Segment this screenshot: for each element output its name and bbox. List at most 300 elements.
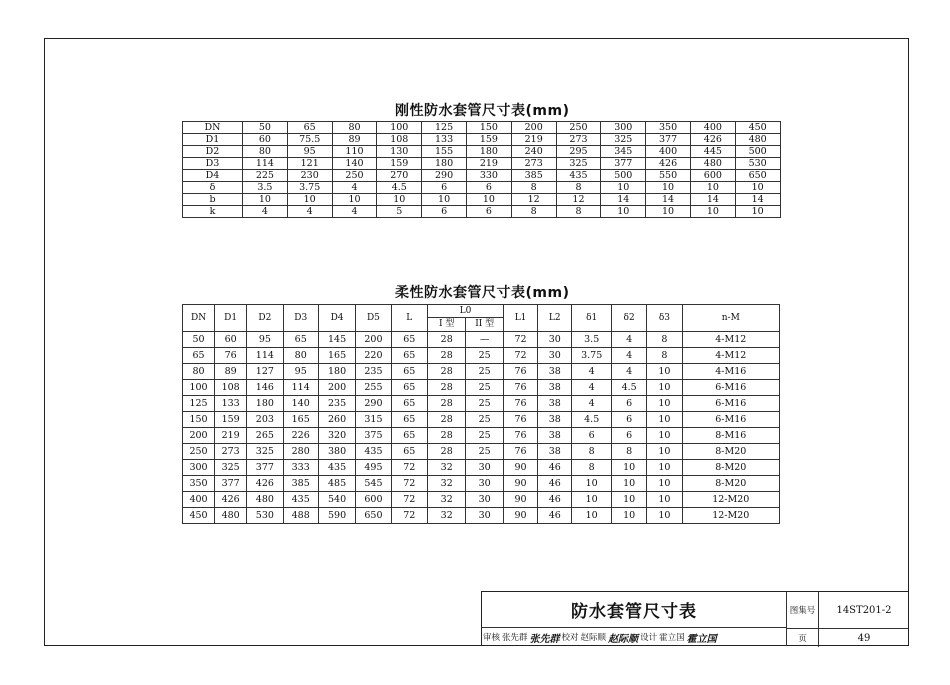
table-cell: 30 [466,508,503,524]
table-cell: 159 [215,412,247,428]
table-cell: 200 [183,428,215,444]
table-cell: 25 [466,364,503,380]
table-cell: 76 [503,396,537,412]
table-cell: 300 [183,460,215,476]
table-cell: 10 [611,492,646,508]
table-cell: 240 [511,146,556,158]
table-cell: 225 [243,170,288,182]
table-cell: 14 [646,194,691,206]
table-cell: 600 [690,170,735,182]
col-l0-type1: I 型 [427,318,466,332]
table-cell: 590 [318,508,355,524]
table-cell: 480 [215,508,247,524]
table-cell: 6 [422,182,467,194]
table-cell: 10 [690,182,735,194]
table-cell: 295 [556,146,601,158]
table-cell: 114 [247,348,283,364]
col-l1: L1 [503,305,537,332]
table-cell: 65 [391,412,427,428]
table-cell: 3.75 [287,182,332,194]
table-cell: 110 [332,146,377,158]
table-cell: 32 [427,508,466,524]
col-d2: D2 [247,305,283,332]
table-row [183,348,780,364]
table-cell: 400 [183,492,215,508]
table-cell: 435 [556,170,601,182]
table-cell: 10 [647,476,682,492]
table-cell: 10 [572,476,612,492]
table-row [183,444,780,460]
table-cell: 325 [215,460,247,476]
table-cell: 30 [538,332,572,348]
table-cell: 90 [503,476,537,492]
flexible-sleeve-table [182,304,780,524]
table-cell: 350 [646,122,691,134]
table-cell: 10 [243,194,288,206]
table-cell: 530 [735,158,780,170]
table-cell: 38 [538,396,572,412]
table-cell: 10 [377,194,422,206]
table-cell: 5 [377,206,422,218]
table-cell: 72 [391,476,427,492]
table-cell: 14 [735,194,780,206]
table-cell: 8 [647,348,682,364]
table-cell: 377 [601,158,646,170]
table-cell: 108 [377,134,422,146]
table-cell: 300 [601,122,646,134]
table-row [183,460,780,476]
table-cell: 260 [318,412,355,428]
table-cell: 4 [572,364,612,380]
table-cell: 200 [511,122,556,134]
table-cell: 4.5 [377,182,422,194]
table-cell: 485 [318,476,355,492]
col-l2: L2 [538,305,572,332]
table-cell: 325 [601,134,646,146]
table-cell: 435 [318,460,355,476]
table-cell: 8 [572,460,612,476]
table-cell: 4 [287,206,332,218]
table-cell: 385 [511,170,556,182]
table-cell: 10 [572,492,612,508]
table-cell: 30 [466,460,503,476]
col-delta1: δ1 [572,305,612,332]
table-cell: 488 [283,508,318,524]
check-label: 校对 [561,633,579,643]
col-l0-type2: II 型 [466,318,503,332]
table-cell: 30 [538,348,572,364]
table-cell: 38 [538,412,572,428]
table-cell: 76 [503,412,537,428]
table-cell: 200 [318,380,355,396]
table-cell: 38 [538,380,572,396]
col-delta2: δ2 [611,305,646,332]
table-cell: 28 [427,412,466,428]
table-cell: 25 [466,428,503,444]
table-cell: 8 [556,182,601,194]
table-cell: 4 [611,332,646,348]
atlas-number: 14ST201-2 [836,604,892,616]
checker-name: 赵际顺 [580,633,607,643]
table-cell: 4 [611,364,646,380]
table-cell: 10 [466,194,511,206]
table-row [183,428,780,444]
table-cell: 250 [183,444,215,460]
table-cell: 38 [538,428,572,444]
table-cell: 28 [427,444,466,460]
table-cell: 12 [511,194,556,206]
table-cell: 330 [466,170,511,182]
reviewer-name: 张先群 [502,633,528,643]
table-cell: 10 [422,194,467,206]
table-cell: 280 [283,444,318,460]
table-cell: 100 [377,122,422,134]
table-cell: 72 [503,348,537,364]
table-cell: 4 [572,396,612,412]
table-cell: 273 [511,158,556,170]
table-cell: 32 [427,476,466,492]
row-label: δ [183,182,243,194]
table-cell: 6 [466,182,511,194]
table-cell: 159 [466,134,511,146]
table-row [183,508,780,524]
table-cell: 80 [283,348,318,364]
atlas-label: 图集号 [787,592,819,628]
page-number: 49 [819,628,909,647]
table-cell: 6 [466,206,511,218]
table-cell: 150 [183,412,215,428]
table-cell: 76 [215,348,247,364]
table-cell: 377 [646,134,691,146]
table-cell: 10 [287,194,332,206]
table-cell: 25 [466,412,503,428]
designer-signature: 霍立国 [686,633,717,645]
table-cell: 10 [647,380,682,396]
table-cell: 426 [215,492,247,508]
table-row [183,396,780,412]
table-cell: 30 [466,476,503,492]
table-cell: 165 [318,348,355,364]
table-cell: 75.5 [287,134,332,146]
table-cell: 114 [283,380,318,396]
table-cell: 350 [183,476,215,492]
title-block [481,591,909,646]
table-cell: 32 [427,460,466,476]
table-row [183,146,781,158]
table-cell: 46 [538,460,572,476]
table-cell: 50 [243,122,288,134]
table-cell: 220 [356,348,391,364]
table-cell: 3.5 [572,332,612,348]
table-cell: 140 [332,158,377,170]
table-cell: 219 [511,134,556,146]
table-cell: 10 [601,206,646,218]
table-cell: 12-M20 [682,492,779,508]
reviewer-signature: 张先群 [529,633,560,645]
page-label: 页 [787,628,819,647]
table-cell: 400 [690,122,735,134]
table-cell: 8 [556,206,601,218]
table-cell: 500 [601,170,646,182]
col-d3: D3 [283,305,318,332]
table-row [183,412,780,428]
table-cell: 65 [391,444,427,460]
table-cell: 6-M16 [682,396,779,412]
col-delta3: δ3 [647,305,682,332]
table-cell: 435 [356,444,391,460]
table-row [183,492,780,508]
table-cell: 76 [503,428,537,444]
table-cell: 10 [735,182,780,194]
table-cell: 32 [427,492,466,508]
table-cell: 12 [556,194,601,206]
table-cell: 250 [332,170,377,182]
table-cell: 4 [243,206,288,218]
table-cell: 95 [287,146,332,158]
table-cell: 377 [247,460,283,476]
table-row [183,194,781,206]
table-cell: 72 [391,460,427,476]
table-cell: 80 [183,364,215,380]
table-row [183,170,781,182]
table-row [183,206,781,218]
table-cell: 290 [356,396,391,412]
table-cell: 10 [647,364,682,380]
table-cell: 25 [466,380,503,396]
table-cell: 65 [391,396,427,412]
table-row [183,332,780,348]
table-cell: 650 [356,508,391,524]
table-cell: 4 [332,206,377,218]
row-label: D2 [183,146,243,158]
table-row [183,476,780,492]
table-cell: 65 [391,332,427,348]
table-cell: 8 [572,444,612,460]
table-cell: 385 [283,476,318,492]
table-cell: 28 [427,364,466,380]
table-cell: 76 [503,444,537,460]
table-cell: 121 [287,158,332,170]
table-cell: 6 [422,206,467,218]
table-cell: 80 [332,122,377,134]
table-cell: 72 [503,332,537,348]
table-cell: 450 [183,508,215,524]
table-cell: 10 [690,206,735,218]
table-cell: 65 [391,380,427,396]
row-label: D1 [183,134,243,146]
table-row [183,158,781,170]
table-cell: 4.5 [572,412,612,428]
table-cell: 8-M16 [682,428,779,444]
table-cell: 65 [391,428,427,444]
table-cell: 230 [287,170,332,182]
table-cell: 10 [611,460,646,476]
col-d4: D4 [318,305,355,332]
table-cell: 480 [247,492,283,508]
table-cell: 155 [422,146,467,158]
table-cell: 28 [427,348,466,364]
table-cell: 10 [735,206,780,218]
table-cell: 10 [647,428,682,444]
table-cell: 400 [646,146,691,158]
table-cell: 10 [601,182,646,194]
table-row [183,182,781,194]
table-cell: 72 [391,508,427,524]
table-cell: 60 [243,134,288,146]
table-cell: 89 [215,364,247,380]
table-cell: 80 [243,146,288,158]
col-nm: n-M [682,305,779,332]
table-cell: 545 [356,476,391,492]
table-cell: 90 [503,492,537,508]
table-cell: 6 [611,428,646,444]
table-cell: 650 [735,170,780,182]
table-cell: 345 [601,146,646,158]
table-cell: 114 [243,158,288,170]
table-cell: 377 [215,476,247,492]
table-cell: 273 [215,444,247,460]
table-cell: 8-M20 [682,476,779,492]
table-cell: 426 [646,158,691,170]
table-cell: 125 [183,396,215,412]
table-cell: 435 [283,492,318,508]
col-l: L [391,305,427,332]
table-cell: 203 [247,412,283,428]
table-cell: 270 [377,170,422,182]
table-cell: 235 [318,396,355,412]
row-label: k [183,206,243,218]
col-d1: D1 [215,305,247,332]
table-cell: 133 [422,134,467,146]
rigid-sleeve-table [182,121,781,218]
table-cell: 12-M20 [682,508,779,524]
table-cell: 100 [183,380,215,396]
table-cell: 6 [611,396,646,412]
table-cell: 14 [601,194,646,206]
table-cell: 495 [356,460,391,476]
title-block-side [787,591,909,646]
row-label: b [183,194,243,206]
table-cell: 90 [503,508,537,524]
table-cell: 6-M16 [682,412,779,428]
table-cell: 550 [646,170,691,182]
table-cell: 530 [247,508,283,524]
table-cell: 108 [215,380,247,396]
table-cell: 28 [427,428,466,444]
table-cell: 4-M16 [682,364,779,380]
table-cell: 8-M20 [682,460,779,476]
table-cell: 140 [283,396,318,412]
table-cell: 38 [538,364,572,380]
table-cell: 133 [215,396,247,412]
table-cell: 3.75 [572,348,612,364]
table-cell: 250 [556,122,601,134]
table-cell: 76 [503,364,537,380]
table-cell: 46 [538,476,572,492]
table-cell: 8-M20 [682,444,779,460]
table-cell: 450 [735,122,780,134]
table-row [183,122,781,134]
table-cell: 10 [647,460,682,476]
table-cell: 46 [538,492,572,508]
table-cell: 150 [466,122,511,134]
drawing-title: 防水套管尺寸表 [571,602,697,622]
table-cell: 50 [183,332,215,348]
table-cell: 72 [391,492,427,508]
table-cell: 95 [247,332,283,348]
table-cell: 10 [647,508,682,524]
table-row [183,134,781,146]
table-cell: 25 [466,348,503,364]
col-l0: L0 [427,305,503,318]
table-cell: 8 [647,332,682,348]
table-cell: 130 [377,146,422,158]
table-cell: 10 [647,412,682,428]
table-cell: 500 [735,146,780,158]
table-cell: 3.5 [243,182,288,194]
designer-name: 霍立国 [659,633,685,643]
table-cell: 375 [356,428,391,444]
rigid-table-title: 刚性防水套管尺寸表(mm) [395,103,570,119]
table-cell: 255 [356,380,391,396]
table-cell: 226 [283,428,318,444]
table-cell: 6 [611,412,646,428]
table-cell: 10 [611,508,646,524]
table-cell: 65 [183,348,215,364]
table-cell: 28 [427,380,466,396]
table-row [183,380,780,396]
table-cell: 445 [690,146,735,158]
row-label: D4 [183,170,243,182]
table-cell: 180 [318,364,355,380]
table-cell: 10 [647,492,682,508]
table-cell: 65 [391,348,427,364]
table-cell: 219 [466,158,511,170]
table-cell: 426 [247,476,283,492]
table-cell: 14 [690,194,735,206]
table-cell: 8 [511,182,556,194]
table-cell: 540 [318,492,355,508]
table-cell: 219 [215,428,247,444]
table-cell: 426 [690,134,735,146]
table-cell: 25 [466,444,503,460]
table-cell: 125 [422,122,467,134]
table-cell: 146 [247,380,283,396]
table-cell: 145 [318,332,355,348]
table-cell: 25 [466,396,503,412]
table-cell: 46 [538,508,572,524]
table-cell: 65 [391,364,427,380]
table-cell: 10 [572,508,612,524]
table-cell: 6 [572,428,612,444]
table-row [183,364,780,380]
table-cell: 380 [318,444,355,460]
table-cell: 325 [556,158,601,170]
table-cell: 8 [611,444,646,460]
table-cell: 273 [556,134,601,146]
table-cell: 159 [377,158,422,170]
col-dn: DN [183,305,215,332]
table-cell: 10 [646,206,691,218]
table-cell: 28 [427,332,466,348]
table-cell: 65 [283,332,318,348]
table-cell: 10 [332,194,377,206]
table-cell: 89 [332,134,377,146]
table-cell: 6-M16 [682,380,779,396]
table-cell: — [466,332,503,348]
table-cell: 315 [356,412,391,428]
table-cell: 200 [356,332,391,348]
